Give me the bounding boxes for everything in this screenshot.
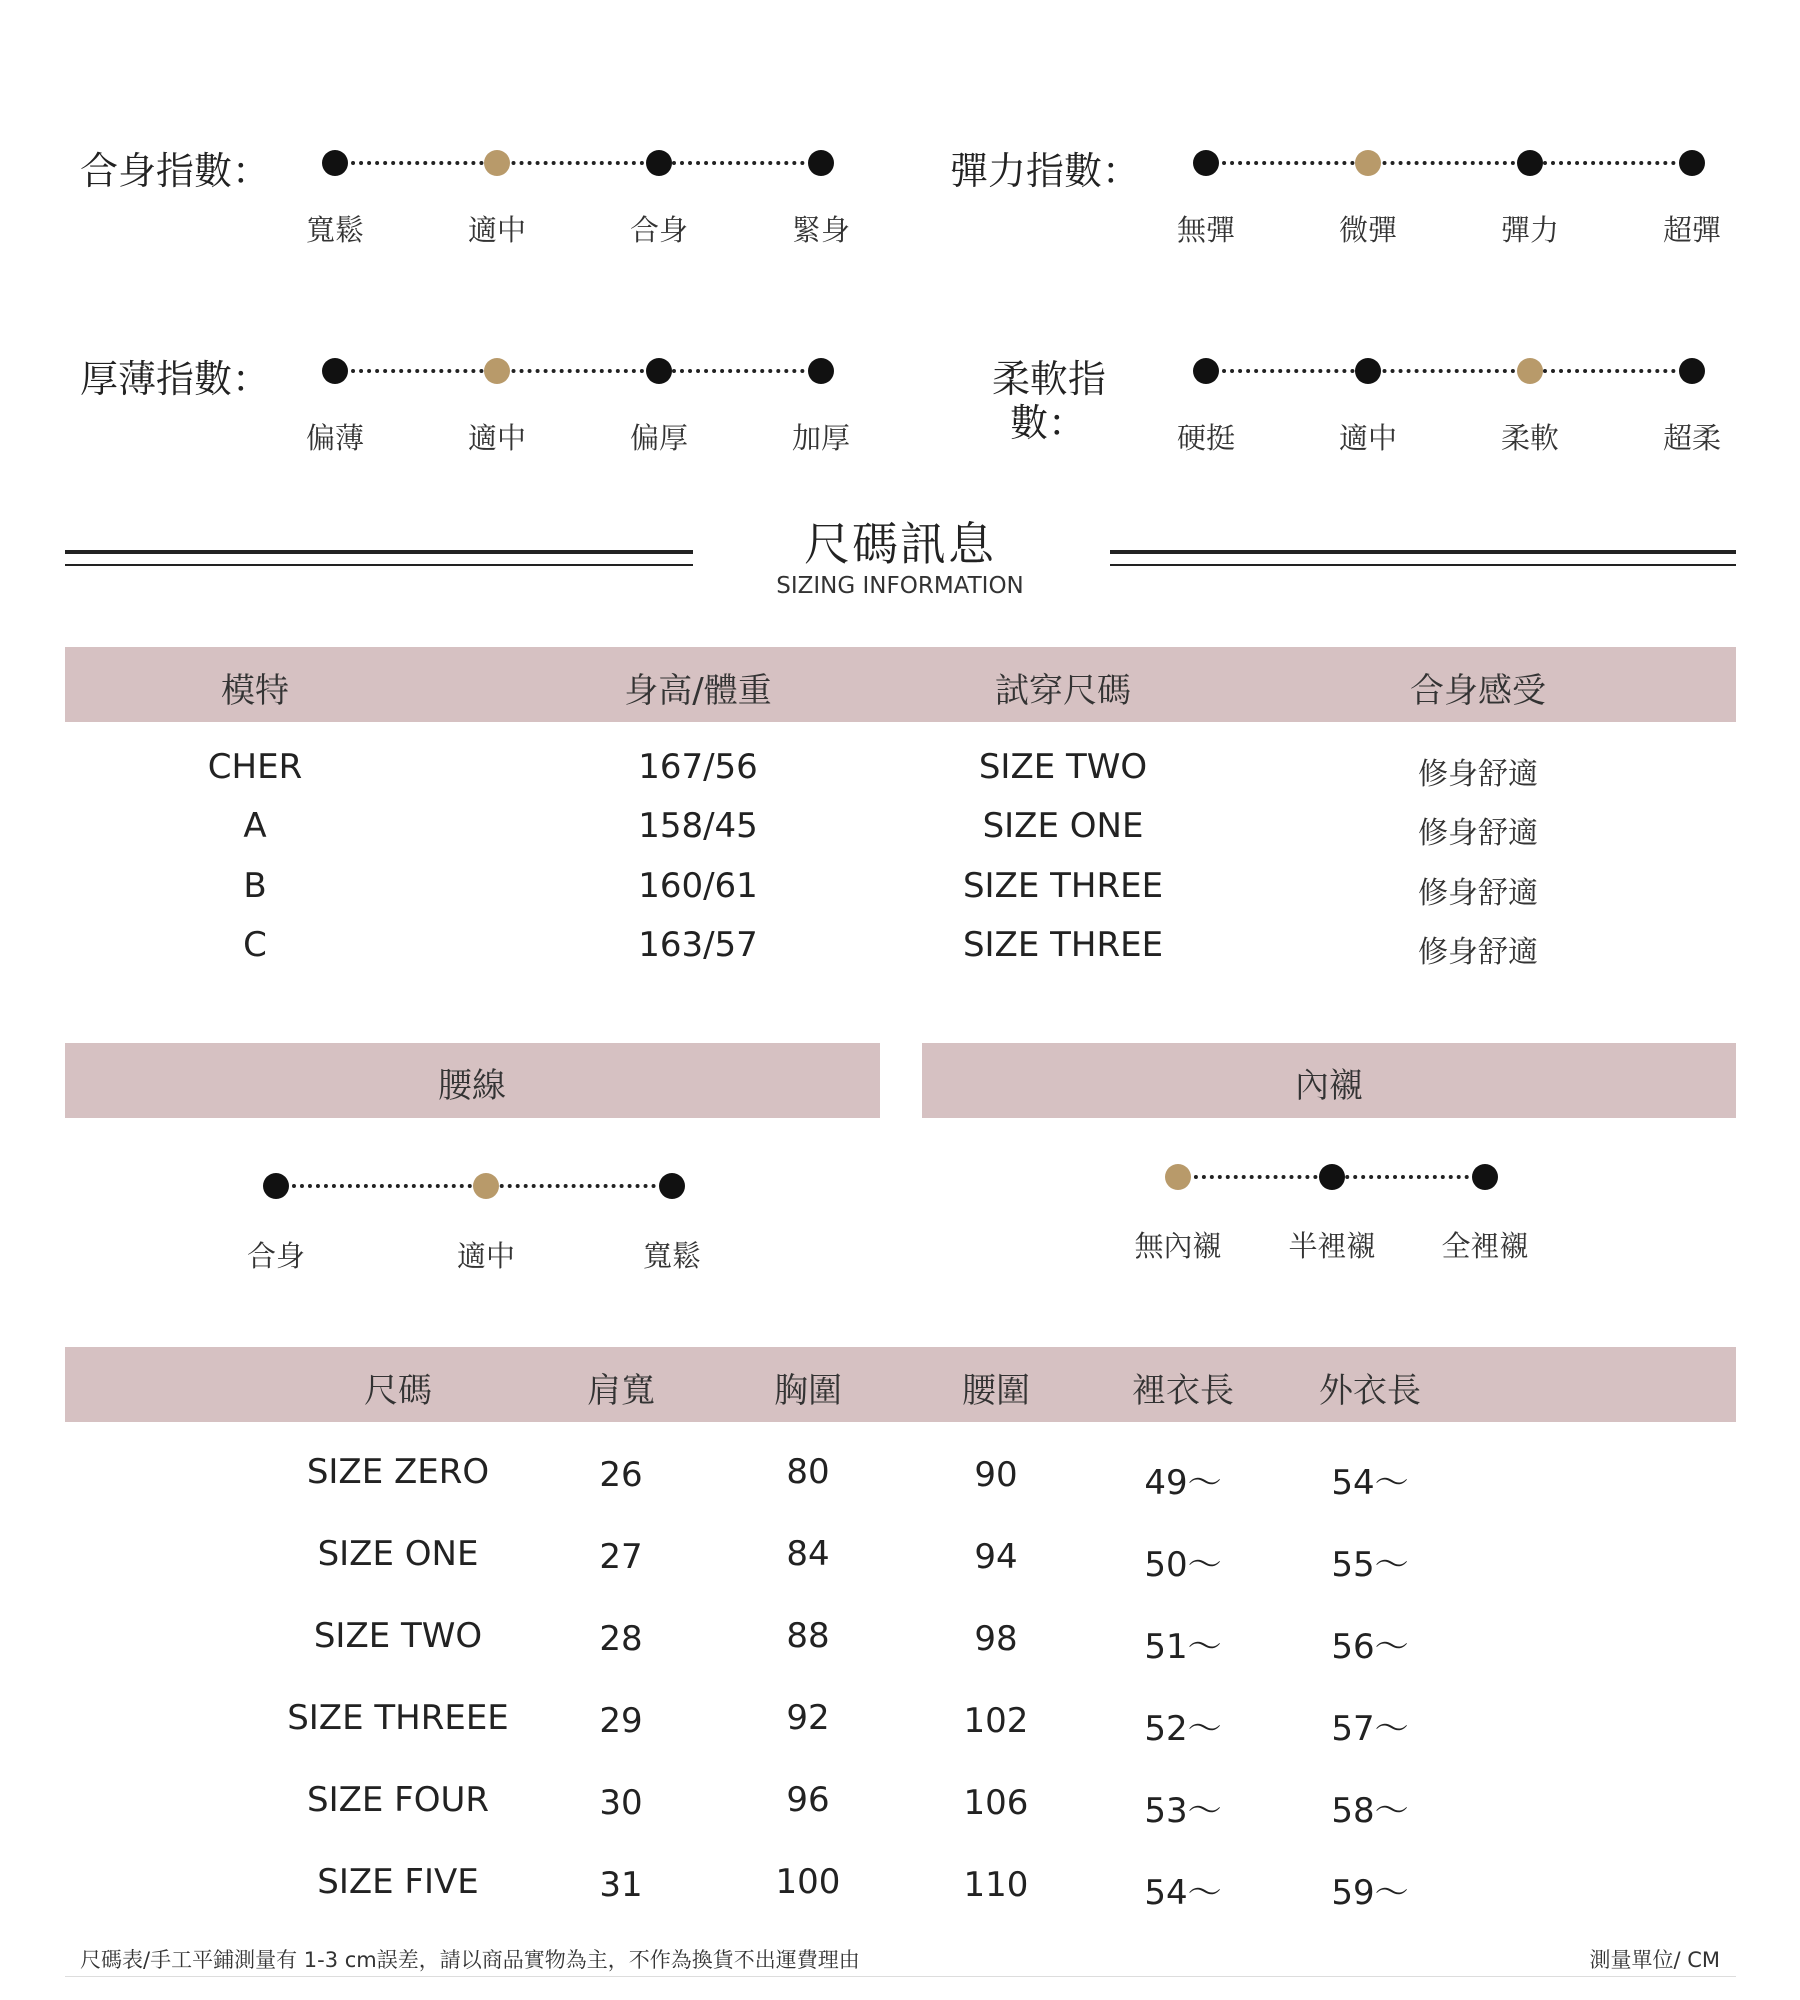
index-scale-line <box>1206 369 1692 373</box>
model-table-cell: SIZE THREE <box>962 925 1164 965</box>
size-table-cell: SIZE ZERO <box>306 1452 490 1492</box>
index-scale-line <box>335 369 821 373</box>
index-option: 微彈 <box>1338 213 1398 247</box>
model-table-cell: 167/56 <box>638 747 758 787</box>
size-table-cell: 27 <box>599 1537 643 1577</box>
size-table-cell: 49～ <box>1144 1463 1222 1503</box>
size-table-cell: 59～ <box>1331 1873 1409 1913</box>
size-table-cell: 54～ <box>1331 1463 1409 1503</box>
index-option: 超柔 <box>1662 421 1722 455</box>
footer-divider <box>65 1976 1736 1977</box>
index-option: 緊身 <box>791 213 851 247</box>
size-table-cell: 100 <box>775 1862 841 1902</box>
model-table-cell: 158/45 <box>638 806 758 846</box>
size-table-cell: 106 <box>963 1783 1029 1823</box>
index-option: 硬挺 <box>1176 421 1236 455</box>
size-table-cell: 96 <box>786 1780 830 1820</box>
size-table-cell: SIZE TWO <box>313 1616 483 1656</box>
index-marker <box>1193 358 1219 384</box>
model-table-cell: 修身舒適 <box>1418 816 1538 851</box>
index-option: 超彈 <box>1662 213 1722 247</box>
index-marker <box>646 150 672 176</box>
waist-option: 寬鬆 <box>642 1239 702 1273</box>
index-option: 無彈 <box>1176 213 1236 247</box>
size-table-header <box>65 1347 1736 1422</box>
size-table-cell: 88 <box>786 1616 830 1656</box>
size-table-cell: 29 <box>599 1701 643 1741</box>
lining-option: 半裡襯 <box>1288 1229 1376 1263</box>
model-table-header-cell: 身高/體重 <box>624 671 772 711</box>
index-option: 加厚 <box>791 421 851 455</box>
index-marker <box>1679 358 1705 384</box>
index-option: 偏薄 <box>305 421 365 455</box>
model-table-cell: SIZE TWO <box>978 747 1148 787</box>
index-label: 厚薄指數： <box>80 357 271 401</box>
size-table-cell: 57～ <box>1331 1709 1409 1749</box>
lining-marker <box>1319 1164 1345 1190</box>
footer-note: 尺碼表/手工平鋪測量有 1-3 cm誤差，請以商品實物為主，不作為換貨不出運費理由 <box>80 1948 860 1972</box>
footer-unit: 測量單位/ CM <box>1589 1948 1720 1972</box>
waist-marker <box>263 1173 289 1199</box>
model-table-cell: CHER <box>207 747 303 787</box>
lining-marker-selected <box>1165 1164 1191 1190</box>
size-table-header-cell: 外衣長 <box>1319 1371 1421 1411</box>
model-table-cell: A <box>243 806 267 846</box>
lining-marker <box>1472 1164 1498 1190</box>
index-marker <box>322 150 348 176</box>
size-table-cell: 28 <box>599 1619 643 1659</box>
index-marker-selected <box>484 358 510 384</box>
lining-option: 全裡襯 <box>1441 1229 1529 1263</box>
index-label: 彈力指數： <box>950 149 1141 193</box>
index-option: 彈力 <box>1500 213 1560 247</box>
model-table-header-cell: 模特 <box>221 671 289 711</box>
size-table-cell: 31 <box>599 1865 643 1905</box>
size-table-cell: 55～ <box>1331 1545 1409 1585</box>
index-marker <box>1355 358 1381 384</box>
index-label: 合身指數： <box>80 149 271 193</box>
model-table-cell: SIZE THREE <box>962 866 1164 906</box>
model-table-cell: SIZE ONE <box>982 806 1144 846</box>
size-table-cell: 53～ <box>1144 1791 1222 1831</box>
size-table-cell: 58～ <box>1331 1791 1409 1831</box>
size-table-header-cell: 腰圍 <box>962 1371 1030 1411</box>
index-label-line2: 數： <box>1010 401 1087 445</box>
size-table-cell: 94 <box>974 1537 1018 1577</box>
size-table-cell: 51～ <box>1144 1627 1222 1667</box>
index-option: 適中 <box>467 421 527 455</box>
index-marker <box>1193 150 1219 176</box>
index-marker <box>1517 150 1543 176</box>
size-table-cell: SIZE THREEE <box>287 1698 509 1738</box>
index-scale-line <box>335 161 821 165</box>
size-table-cell: SIZE FOUR <box>306 1780 490 1820</box>
lining-title: 內襯 <box>1295 1066 1363 1106</box>
index-scale-line <box>1206 161 1692 165</box>
waist-marker <box>659 1173 685 1199</box>
model-table-header-cell: 合身感受 <box>1410 671 1546 711</box>
index-option: 適中 <box>467 213 527 247</box>
size-table-cell: 102 <box>963 1701 1029 1741</box>
index-marker <box>322 358 348 384</box>
index-marker-selected <box>484 150 510 176</box>
size-table-cell: 50～ <box>1144 1545 1222 1585</box>
index-marker-selected <box>1517 358 1543 384</box>
size-table-cell: 90 <box>974 1455 1018 1495</box>
sizing-title: 尺碼訊息 <box>804 517 996 571</box>
size-table-cell: 52～ <box>1144 1709 1222 1749</box>
index-option: 偏厚 <box>629 421 689 455</box>
waist-title: 腰線 <box>438 1066 506 1106</box>
size-table-header-cell: 胸圍 <box>774 1371 842 1411</box>
index-option: 寬鬆 <box>305 213 365 247</box>
index-marker <box>808 150 834 176</box>
sizing-subtitle: SIZING INFORMATION <box>776 573 1024 599</box>
size-table-cell: 56～ <box>1331 1627 1409 1667</box>
waist-option: 適中 <box>456 1239 516 1273</box>
size-table-cell: 26 <box>599 1455 643 1495</box>
model-table-cell: 修身舒適 <box>1418 876 1538 911</box>
index-marker <box>808 358 834 384</box>
lining-option: 無內襯 <box>1134 1229 1222 1263</box>
waist-marker-selected <box>473 1173 499 1199</box>
size-table-cell: 80 <box>786 1452 830 1492</box>
size-table-header-cell: 裡衣長 <box>1132 1371 1234 1411</box>
model-table-header-cell: 試穿尺碼 <box>995 671 1131 711</box>
size-table-cell: 92 <box>786 1698 830 1738</box>
size-table-cell: 98 <box>974 1619 1018 1659</box>
index-option: 柔軟 <box>1500 421 1560 455</box>
size-table-cell: 84 <box>786 1534 830 1574</box>
model-table-cell: 修身舒適 <box>1418 935 1538 970</box>
index-marker <box>646 358 672 384</box>
index-marker <box>1679 150 1705 176</box>
size-table-cell: SIZE ONE <box>317 1534 479 1574</box>
size-table-header-cell: 尺碼 <box>364 1371 432 1411</box>
index-marker-selected <box>1355 150 1381 176</box>
size-table-cell: 30 <box>599 1783 643 1823</box>
size-table-cell: 54～ <box>1144 1873 1222 1913</box>
size-table-cell: 110 <box>963 1865 1029 1905</box>
index-option: 合身 <box>629 213 689 247</box>
model-table-cell: B <box>243 866 267 906</box>
waist-option: 合身 <box>246 1239 306 1273</box>
size-table-header-cell: 肩寬 <box>587 1371 655 1411</box>
index-option: 適中 <box>1338 421 1398 455</box>
model-table-cell: 163/57 <box>638 925 758 965</box>
model-table-cell: 修身舒適 <box>1418 757 1538 792</box>
model-table-cell: 160/61 <box>638 866 758 906</box>
size-table-cell: SIZE FIVE <box>317 1862 479 1902</box>
index-label: 柔軟指 <box>992 357 1107 401</box>
model-table-cell: C <box>243 925 267 965</box>
